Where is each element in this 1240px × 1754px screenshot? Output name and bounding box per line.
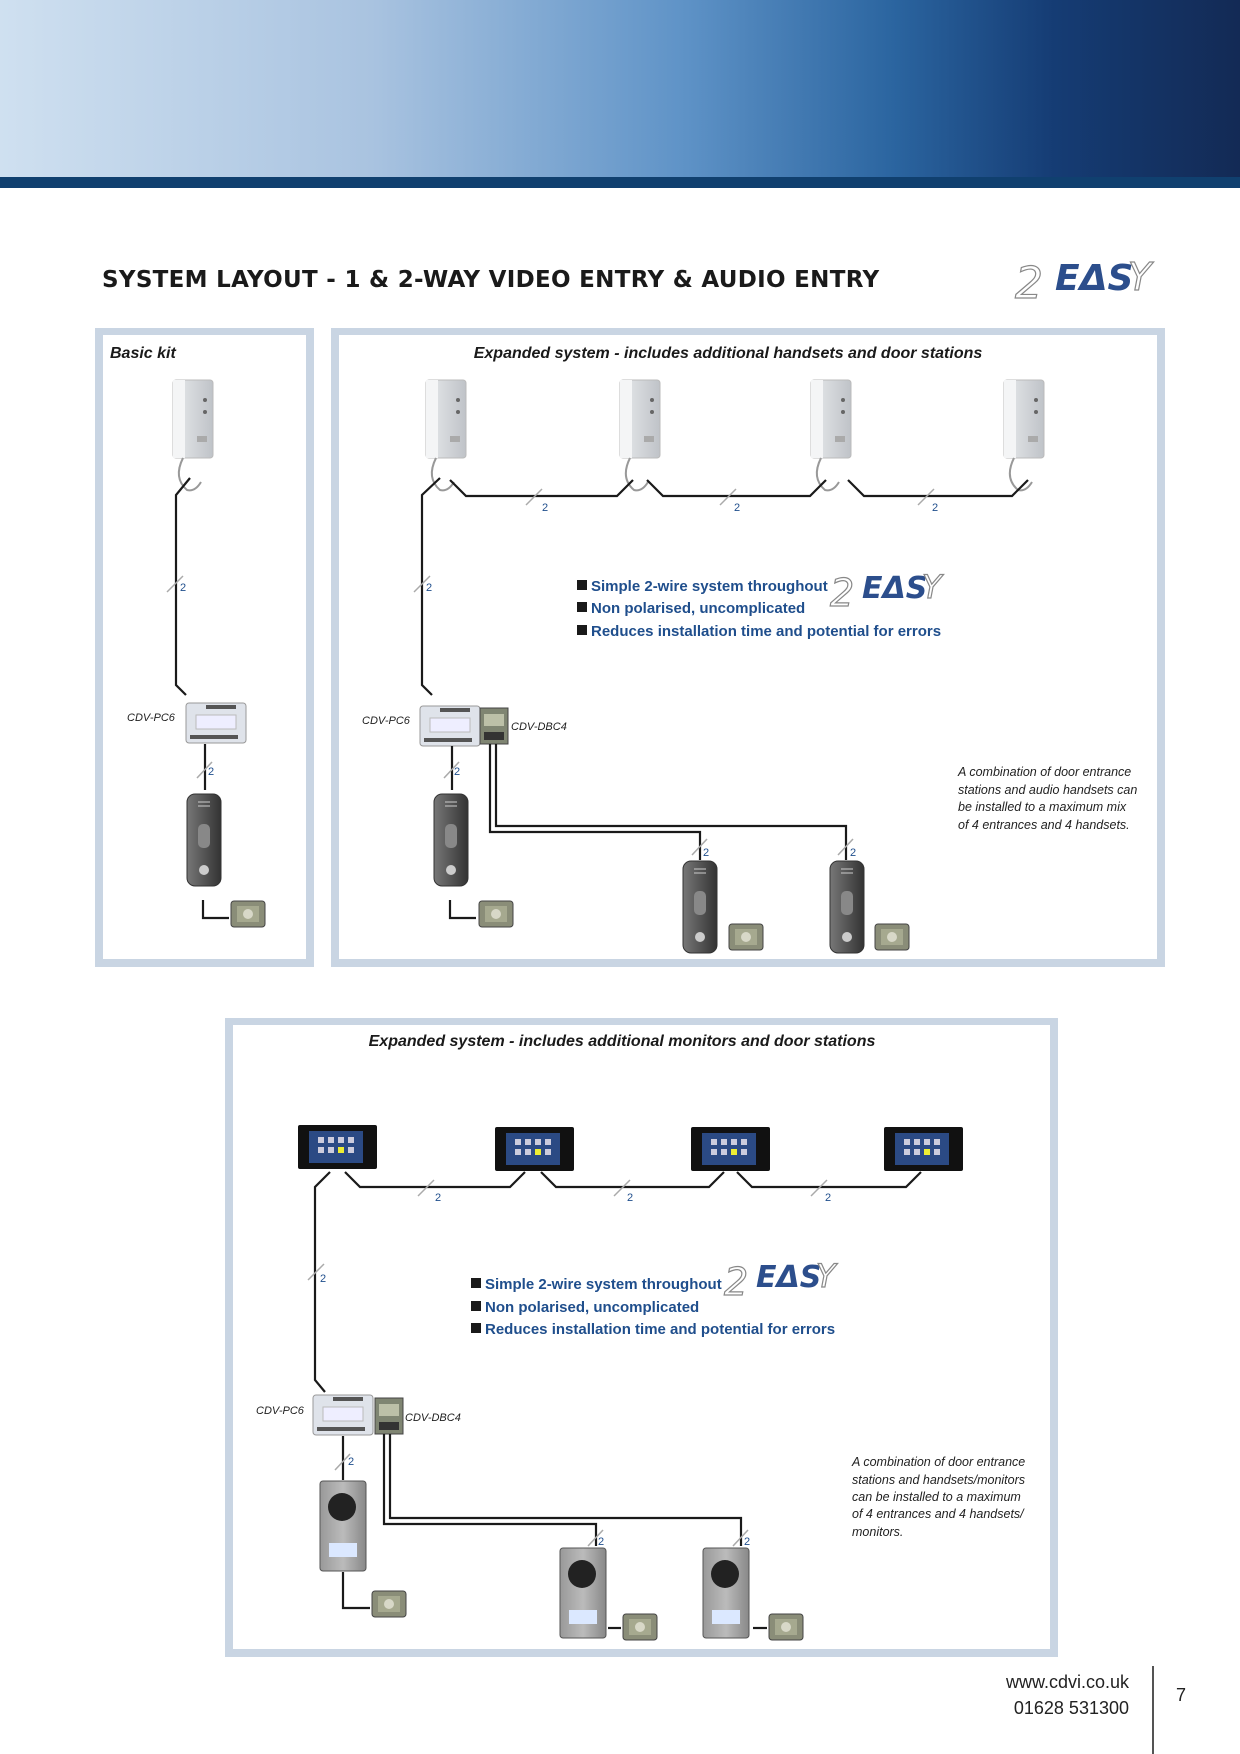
header-banner	[0, 0, 1240, 177]
door-lock-icon	[372, 1591, 406, 1617]
feature-item: Reduces installation time and potential for errors	[485, 1321, 836, 1338]
note-line: A combination of door entrance	[852, 1455, 1026, 1469]
door-station-icon	[187, 794, 221, 886]
door-lock-icon	[875, 924, 909, 950]
wire-count: 2	[703, 847, 710, 859]
power-supply-icon	[420, 706, 480, 746]
svg-text:Y: Y	[1128, 255, 1152, 299]
video-door-station-icon	[560, 1548, 606, 1638]
page-title: SYSTEM LAYOUT - 1 & 2-WAY VIDEO ENTRY & AUDIO ENTRY	[102, 267, 880, 293]
feature-item: Non polarised, uncomplicated	[485, 1299, 700, 1316]
header-band	[0, 177, 1240, 188]
page-number: 7	[1175, 1685, 1187, 1705]
svg-text:2: 2	[1015, 258, 1043, 309]
door-lock-icon	[729, 924, 763, 950]
video-monitor-icon	[691, 1127, 770, 1171]
distribution-box-icon	[375, 1398, 403, 1434]
door-station-icon	[830, 861, 864, 953]
feature-item: Simple 2-wire system throughout	[591, 578, 828, 595]
svg-text:2: 2	[830, 571, 855, 615]
note-line: A combination of door entrance	[958, 765, 1132, 779]
video-monitor-icon	[298, 1125, 377, 1169]
wire-count: 2	[208, 766, 215, 778]
wire-count: 2	[454, 766, 461, 778]
svg-text:Y: Y	[816, 1257, 836, 1295]
door-lock-icon	[769, 1614, 803, 1640]
video-monitor-icon	[884, 1127, 963, 1171]
basic-kit-title: Basic kit	[110, 345, 176, 362]
wire-count: 2	[627, 1192, 634, 1204]
note-line: stations and audio handsets can	[958, 783, 1138, 797]
wire-count: 2	[825, 1192, 832, 1204]
feature-item: Reduces installation time and potential for errors	[591, 623, 942, 640]
svg-text:Y: Y	[922, 568, 942, 606]
audio-expanded-title: Expanded system - includes additional handsets and door stations	[473, 345, 983, 362]
feature-item: Simple 2-wire system throughout	[485, 1276, 722, 1293]
power-supply-icon	[186, 703, 246, 743]
wire-count: 2	[426, 582, 433, 594]
dbc4-label: CDV-DBC4	[511, 721, 567, 733]
door-lock-icon	[623, 1614, 657, 1640]
wire-count: 2	[598, 1536, 605, 1548]
pc6-label: CDV-PC6	[362, 715, 410, 727]
wire-count: 2	[435, 1192, 442, 1204]
note-line: can be installed to a maximum	[852, 1490, 1021, 1504]
video-door-station-icon	[703, 1548, 749, 1638]
video-expanded-title: Expanded system - includes additional monitors and door stations	[368, 1033, 876, 1050]
wire-count: 2	[348, 1456, 355, 1468]
wire-count: 2	[542, 502, 549, 514]
svg-text:EΔS: EΔS	[1055, 258, 1134, 299]
note-line: of 4 entrances and 4 handsets.	[958, 818, 1130, 832]
note-line: stations and handsets/monitors	[852, 1473, 1026, 1487]
door-lock-icon	[479, 901, 513, 927]
note-line: be installed to a maximum mix	[958, 800, 1127, 814]
video-monitor-icon	[495, 1127, 574, 1171]
note-line: of 4 entrances and 4 handsets/	[852, 1507, 1024, 1521]
wire-count: 2	[932, 502, 939, 514]
pc6-label: CDV-PC6	[256, 1405, 304, 1417]
power-supply-icon	[313, 1395, 373, 1435]
wire-count: 2	[180, 582, 187, 594]
footer-phone: 01628 531300	[1013, 1698, 1129, 1718]
pc6-label: CDV-PC6	[127, 712, 175, 724]
door-lock-icon	[231, 901, 265, 927]
video-door-station-icon	[320, 1481, 366, 1571]
dbc4-label: CDV-DBC4	[405, 1412, 461, 1424]
svg-text:2: 2	[724, 1260, 749, 1304]
feature-item: Non polarised, uncomplicated	[591, 600, 806, 617]
wire-count: 2	[744, 1536, 751, 1548]
footer-website[interactable]: www.cdvi.co.uk	[1005, 1672, 1129, 1692]
svg-text:EΔS: EΔS	[862, 571, 928, 606]
svg-text:EΔS: EΔS	[756, 1260, 822, 1295]
wire-count: 2	[320, 1273, 327, 1285]
wire-count: 2	[734, 502, 741, 514]
door-station-icon	[683, 861, 717, 953]
door-station-icon	[434, 794, 468, 886]
note-line: monitors.	[852, 1525, 904, 1539]
wire-count: 2	[850, 847, 857, 859]
2easy-logo	[1015, 255, 1154, 309]
distribution-box-icon	[480, 708, 508, 744]
